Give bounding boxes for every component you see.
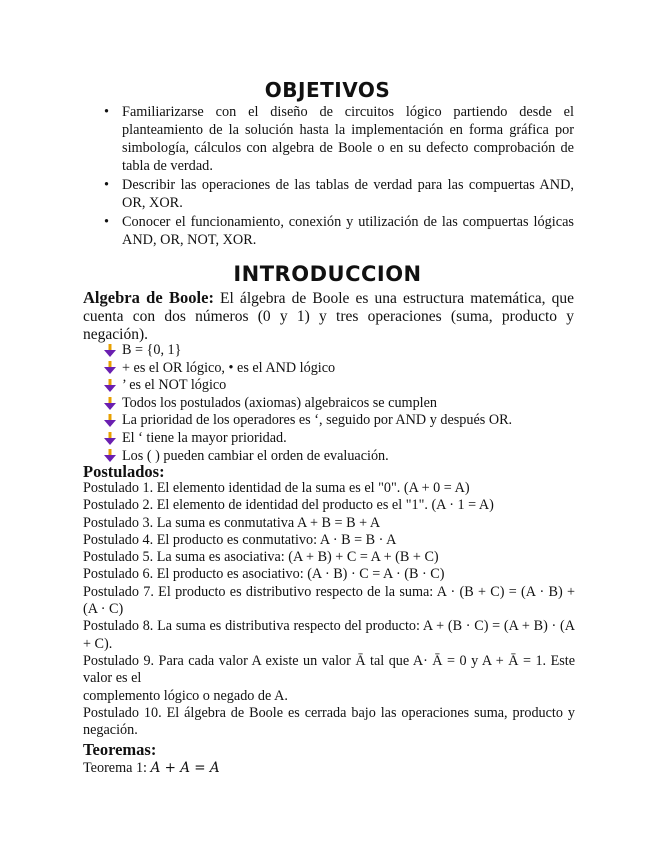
bullet-icon: • <box>104 177 110 193</box>
postulado-line: Postulado 8. La suma es distributiva respecto del producto: A + (B · C) = (A + B) · (A + C). <box>83 618 575 652</box>
list-item: • Describir las operaciones de las tablas de verdad para las compuertas AND, OR, XOR. <box>104 177 574 211</box>
postulado-line: Postulado 7. El producto es distributivo respecto de la suma: A · (B + C) = (A · B) + (A · C) <box>83 583 575 618</box>
postulado-line: Postulado 6. El producto es asociativo: (A · B) · C = A · (B · C) <box>83 566 445 583</box>
teorema-1: Teorema 1: A + A = A <box>83 760 220 776</box>
arrow-bullet-icon <box>104 397 116 411</box>
list-item: + es el OR lógico, • es el AND lógico <box>104 360 512 378</box>
list-item: • Familiarizarse con el diseño de circuitos lógico partiendo desde el planteamiento de la solución hasta la implementación en forma gráfica por simbología, cálculos con algebra de Boole o en su defecto comprobación de tabla de verdad. <box>104 104 574 174</box>
objetivos-title: OBJETIVOS <box>264 78 391 102</box>
postulado-line: Postulado 9. Para cada valor A existe un valor Ā tal que A· Ā = 0 y A + Ā = 1. Este valor es el <box>83 652 575 687</box>
list-item: B = {0, 1} <box>104 342 512 360</box>
list-item: • Conocer el funcionamiento, conexión y utilización de las compuertas lógicas AND, OR, NOT, XOR. <box>104 214 574 248</box>
list-item: Todos los postulados (axiomas) algebraicos se cumplen <box>104 395 512 413</box>
postulado-line: complemento lógico o negado de A. <box>83 687 288 704</box>
arrow-bullet-icon <box>104 379 116 393</box>
list-item: ’ es el NOT lógico <box>104 377 512 395</box>
objetivos-list <box>104 103 574 250</box>
postulado-line: Postulado 1. El elemento identidad de la suma es el "0". (A + 0 = A) <box>83 480 470 496</box>
teoremas-heading: Teoremas: <box>83 740 157 759</box>
postulados-list <box>83 480 575 739</box>
postulado-line: Postulado 5. La suma es asociativa: (A + B) + C = A + (B + C) <box>83 549 439 566</box>
arrow-bullet-icon <box>104 414 116 428</box>
postulado-line: Postulado 2. El elemento de identidad del producto es el "1". (A · 1 = A) <box>83 497 494 514</box>
postulado-line: Postulado 3. La suma es conmutativa A + B = B + A <box>83 514 381 531</box>
arrow-bullet-icon <box>104 344 116 358</box>
list-item: El ‘ tiene la mayor prioridad. <box>104 430 512 448</box>
boole-intro-paragraph: Algebra de Boole: El álgebra de Boole es una estructura matemática, que cuenta con dos números (0 y 1) y tres operaciones (suma, producto y negación). <box>83 288 575 343</box>
bullet-icon: • <box>104 214 110 230</box>
arrow-bullet-icon <box>104 361 116 375</box>
postulado-line: Postulado 10. El álgebra de Boole es cerrada bajo las operaciones suma, producto y negación. <box>83 704 575 739</box>
boole-term: Algebra de Boole: <box>83 288 214 307</box>
postulados-heading: Postulados: <box>83 462 165 481</box>
introduccion-title: INTRODUCCION <box>233 262 422 286</box>
boole-properties-list <box>104 342 512 465</box>
teorema-1-formula: A + A = A <box>150 760 220 776</box>
bullet-icon: • <box>104 104 110 120</box>
list-item: La prioridad de los operadores es ‘, seguido por AND y después OR. <box>104 412 512 430</box>
arrow-bullet-icon <box>104 432 116 446</box>
postulado-line: Postulado 4. El producto es conmutativo: A · B = B · A <box>83 531 397 548</box>
list-item: Los ( ) pueden cambiar el orden de evaluación. <box>104 448 512 466</box>
